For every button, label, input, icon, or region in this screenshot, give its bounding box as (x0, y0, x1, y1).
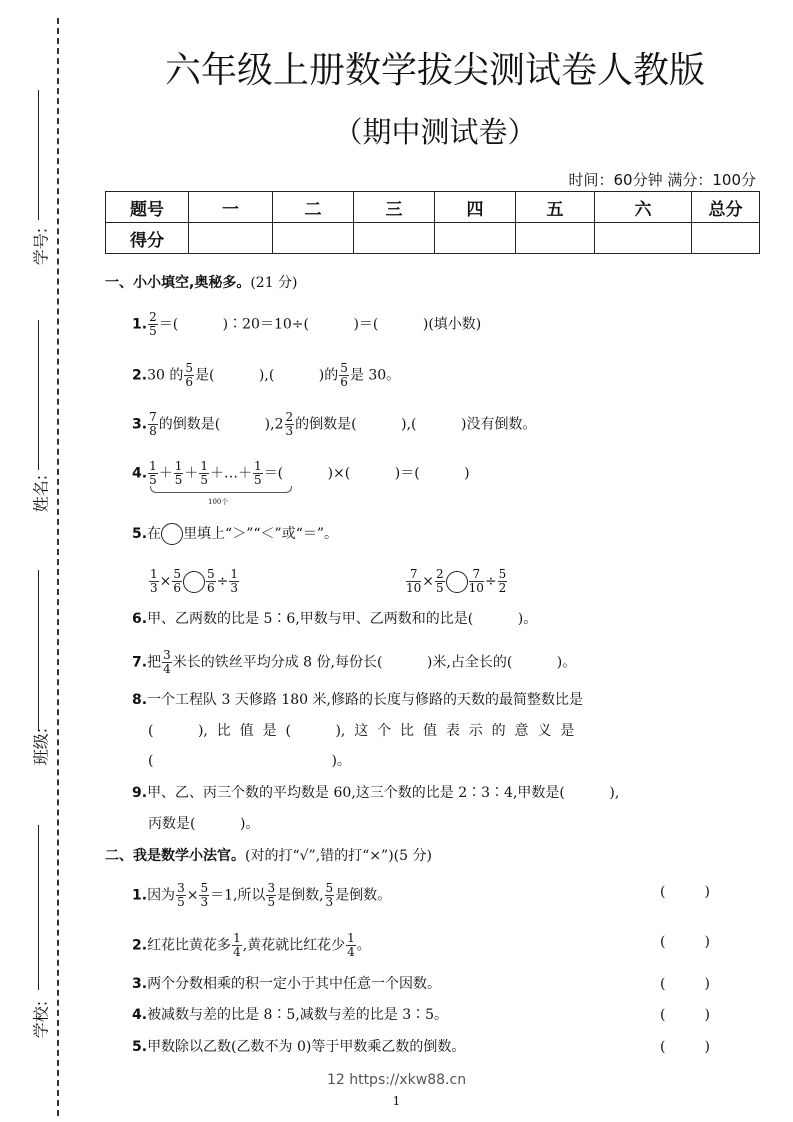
section-2-heading (105, 845, 432, 865)
question-number: 2. (132, 367, 148, 384)
score-table-header-row (106, 192, 760, 223)
question-text: ＝( )∶20＝10÷( )＝( )(填小数) (158, 316, 482, 333)
denominator: 6 (340, 375, 348, 389)
question-item (132, 609, 537, 629)
question-text: 是倒数, (277, 887, 324, 904)
header-cell: 六 (595, 192, 692, 223)
question-item (148, 721, 574, 741)
score-cell[interactable] (273, 223, 354, 254)
question-text: 两个分数相乘的积一定小于其中任意一个因数。 (147, 976, 442, 992)
question-text: ( ), 比 值 是 ( ), 这 个 比 值 表 示 的 意 义 是 (148, 723, 575, 739)
answer-paren: ( (660, 884, 666, 900)
denominator: 3 (200, 895, 209, 909)
fraction (206, 568, 216, 595)
question-number: 7. (132, 654, 148, 671)
fraction (406, 568, 421, 595)
header-cell: 一 (189, 192, 273, 223)
question-item (132, 1037, 465, 1057)
denominator: 5 (177, 895, 185, 909)
question-number: 6. (132, 611, 148, 627)
binding-dashed-line (57, 18, 59, 1116)
school-label: 学校: (31, 1000, 51, 1039)
numerator: 2 (285, 410, 294, 424)
brace-label: 100个 (208, 498, 229, 506)
fraction (184, 362, 194, 389)
fraction (339, 362, 349, 389)
numerator: 3 (177, 881, 185, 895)
question-item (132, 932, 371, 959)
name-line (38, 320, 39, 470)
question-text: 红花比黄花多 (147, 937, 232, 954)
question-text: × (186, 887, 199, 904)
numerator: 1 (149, 459, 157, 473)
page-number: 1 (392, 1094, 401, 1108)
question-text: 丙数是( )。 (148, 816, 260, 832)
question-number: 3. (132, 976, 148, 992)
denominator: 3 (325, 895, 334, 909)
question-text: ＝( )×( )＝( ) (263, 465, 470, 482)
question-number: 3. (132, 416, 148, 433)
answer-box[interactable] (660, 1039, 710, 1055)
denominator: 4 (347, 945, 355, 959)
question-item (132, 1005, 448, 1025)
answer-paren: ( (660, 934, 666, 950)
numerator: 3 (163, 648, 171, 662)
numerator: 2 (436, 567, 444, 581)
numerator: 5 (173, 567, 182, 581)
question-item (132, 411, 536, 438)
student-id-label: 学号: (31, 227, 51, 266)
question-item (132, 690, 583, 710)
denominator: 5 (149, 324, 157, 338)
header-cell: 三 (354, 192, 435, 223)
question-text: ÷ (484, 573, 497, 590)
numerator: 1 (200, 459, 208, 473)
fraction (162, 649, 172, 676)
question-text: 的倒数是( ),2 (158, 416, 284, 433)
question-text: 被减数与差的比是 8∶5,减数与差的比是 3∶5。 (147, 1007, 449, 1023)
score-cell[interactable] (435, 223, 516, 254)
question-number: 5. (132, 1039, 148, 1055)
question-text: 一个工程队 3 天修路 180 米,修路的长度与修路的天数的最简整数比是 (147, 692, 583, 708)
school-line (38, 825, 39, 990)
denominator: 2 (498, 581, 507, 595)
denominator: 5 (149, 473, 157, 487)
header-cell: 五 (516, 192, 595, 223)
denominator: 5 (267, 895, 276, 909)
question-number: 1. (132, 316, 148, 333)
fraction (149, 568, 159, 595)
page-title: 六年级上册数学拔尖测试卷人教版 (164, 50, 705, 91)
question-text: 米长的铁丝平均分成 8 份,每份长( )米,占全长的( )。 (172, 654, 577, 671)
fraction (346, 932, 356, 959)
denominator: 3 (285, 424, 294, 438)
score-cell[interactable] (692, 223, 760, 254)
question-item (132, 311, 481, 338)
question-item (132, 523, 338, 545)
question-text: 是 30。 (349, 367, 401, 384)
fraction (266, 882, 276, 909)
question-text: ＝1,所以 (210, 887, 266, 904)
header-cell: 题号 (106, 192, 189, 223)
question-text: 里填上“＞”“＜”或“＝”。 (183, 526, 339, 542)
question-number: 2. (132, 937, 148, 954)
compare-circle[interactable] (161, 523, 183, 545)
score-cell[interactable] (516, 223, 595, 254)
denominator: 4 (163, 662, 171, 676)
fraction (148, 411, 158, 438)
numerator: 1 (347, 931, 355, 945)
question-text: 30 的 (147, 367, 184, 384)
answer-box[interactable] (660, 934, 710, 950)
answer-paren: ( (660, 976, 666, 992)
numerator: 5 (498, 567, 507, 581)
question-item (148, 751, 351, 771)
score-cell[interactable] (354, 223, 435, 254)
header-cell: 二 (273, 192, 354, 223)
question-text: 甲、乙两数的比是 5∶6,甲数与甲、乙两数和的比是( )。 (147, 611, 538, 627)
question-number: 4. (132, 1007, 148, 1023)
section-title: 一、小小填空,奥秘多。 (105, 275, 251, 291)
fraction (148, 311, 158, 338)
time-info: 时间：60分钟 满分：100分 (568, 171, 756, 189)
denominator: 10 (468, 581, 484, 595)
fraction (285, 411, 295, 438)
fraction (498, 568, 508, 595)
fraction (253, 460, 263, 487)
question-item (132, 882, 391, 909)
denominator: 6 (185, 375, 193, 389)
question-item (405, 568, 508, 595)
question-item (132, 974, 441, 994)
numerator: 1 (174, 459, 183, 473)
question-text: 的倒数是( ),( )没有倒数。 (295, 416, 537, 433)
question-text: 甲数除以乙数(乙数不为 0)等于甲数乘乙数的倒数。 (147, 1039, 466, 1055)
question-number: 9. (132, 785, 148, 801)
answer-paren: ) (704, 1007, 710, 1023)
class-label: 班级: (31, 727, 51, 766)
answer-box[interactable] (660, 976, 710, 992)
score-table (105, 191, 760, 254)
question-text: ,黄花就比红花少 (242, 937, 346, 954)
denominator: 3 (150, 581, 158, 595)
section-note: (21 分) (250, 275, 298, 291)
question-text: 因为 (147, 887, 176, 904)
question-number: 5. (132, 526, 148, 542)
denominator: 3 (230, 581, 239, 595)
score-row-label: 得分 (106, 223, 189, 254)
denominator: 10 (406, 581, 422, 595)
fraction (229, 568, 239, 595)
fraction (172, 568, 182, 595)
numerator: 7 (469, 568, 484, 582)
numerator: 5 (200, 881, 209, 895)
numerator: 3 (267, 881, 276, 895)
denominator: 5 (174, 473, 183, 487)
fraction (325, 882, 335, 909)
denominator: 4 (233, 945, 241, 959)
numerator: 1 (150, 567, 158, 581)
numerator: 1 (233, 931, 241, 945)
answer-box[interactable] (660, 1007, 710, 1023)
question-number: 4. (132, 465, 148, 482)
section-note: (对的打“√”,错的打“×”)(5 分) (245, 848, 432, 864)
numerator: 5 (185, 361, 193, 375)
fraction (232, 932, 242, 959)
answer-paren: ) (704, 934, 710, 950)
denominator: 6 (207, 581, 215, 595)
fraction (199, 460, 209, 487)
compare-circle[interactable] (183, 571, 205, 593)
header-cell: 总分 (692, 192, 760, 223)
numerator: 2 (149, 310, 157, 324)
answer-paren: ( (660, 1039, 666, 1055)
answer-paren: ) (704, 1039, 710, 1055)
answer-paren: ) (704, 976, 710, 992)
header-cell: 四 (435, 192, 516, 223)
numerator: 5 (325, 881, 334, 895)
question-item (132, 460, 470, 487)
score-cell[interactable] (189, 223, 273, 254)
question-text: ( )。 (148, 753, 351, 769)
question-text: ÷ (216, 573, 229, 590)
numerator: 1 (230, 567, 239, 581)
denominator: 5 (436, 581, 444, 595)
score-table-score-row (106, 223, 760, 254)
watermark: 12 https://xkw88.cn (326, 1072, 467, 1088)
brace-100 (150, 486, 292, 493)
question-item (148, 568, 240, 595)
student-id-line (38, 90, 39, 220)
denominator: 5 (200, 473, 208, 487)
fraction (148, 460, 158, 487)
question-text: 。 (356, 937, 371, 954)
numerator: 7 (406, 568, 421, 582)
denominator: 6 (173, 581, 182, 595)
fraction (176, 882, 186, 909)
numerator: 5 (340, 361, 348, 375)
question-item (148, 814, 259, 834)
section-title: 二、我是数学小法官。 (105, 848, 245, 864)
compare-circle[interactable] (446, 571, 468, 593)
answer-box[interactable] (660, 884, 710, 900)
score-cell[interactable] (595, 223, 692, 254)
question-text: 是倒数。 (335, 887, 392, 904)
question-number: 1. (132, 887, 148, 904)
class-line (38, 570, 39, 730)
question-item (132, 362, 400, 389)
name-label: 姓名: (31, 474, 51, 513)
question-item (132, 649, 576, 676)
question-text: 把 (147, 654, 162, 671)
numerator: 7 (149, 410, 157, 424)
denominator: 5 (253, 473, 262, 487)
question-text: × (159, 573, 172, 590)
section-1-heading (105, 272, 298, 292)
question-text: 是( ),( )的 (194, 367, 339, 384)
denominator: 8 (149, 424, 157, 438)
question-item (132, 783, 619, 803)
answer-paren: ) (704, 884, 710, 900)
fraction (435, 568, 445, 595)
question-text: 甲、乙、丙三个数的平均数是 60,这三个数的比是 2∶3∶4,甲数是( ), (147, 785, 620, 801)
question-text: ＋ (158, 465, 173, 482)
answer-paren: ( (660, 1007, 666, 1023)
question-number: 8. (132, 692, 148, 708)
question-text: ＋ (184, 465, 199, 482)
fraction (199, 882, 209, 909)
numerator: 1 (253, 459, 262, 473)
numerator: 5 (207, 567, 215, 581)
fraction (174, 460, 184, 487)
question-text: × (422, 573, 435, 590)
fraction (469, 568, 484, 595)
page-subtitle: （期中测试卷） (333, 115, 537, 149)
question-text: ＋…＋ (209, 465, 252, 482)
question-text: 在 (147, 526, 162, 542)
